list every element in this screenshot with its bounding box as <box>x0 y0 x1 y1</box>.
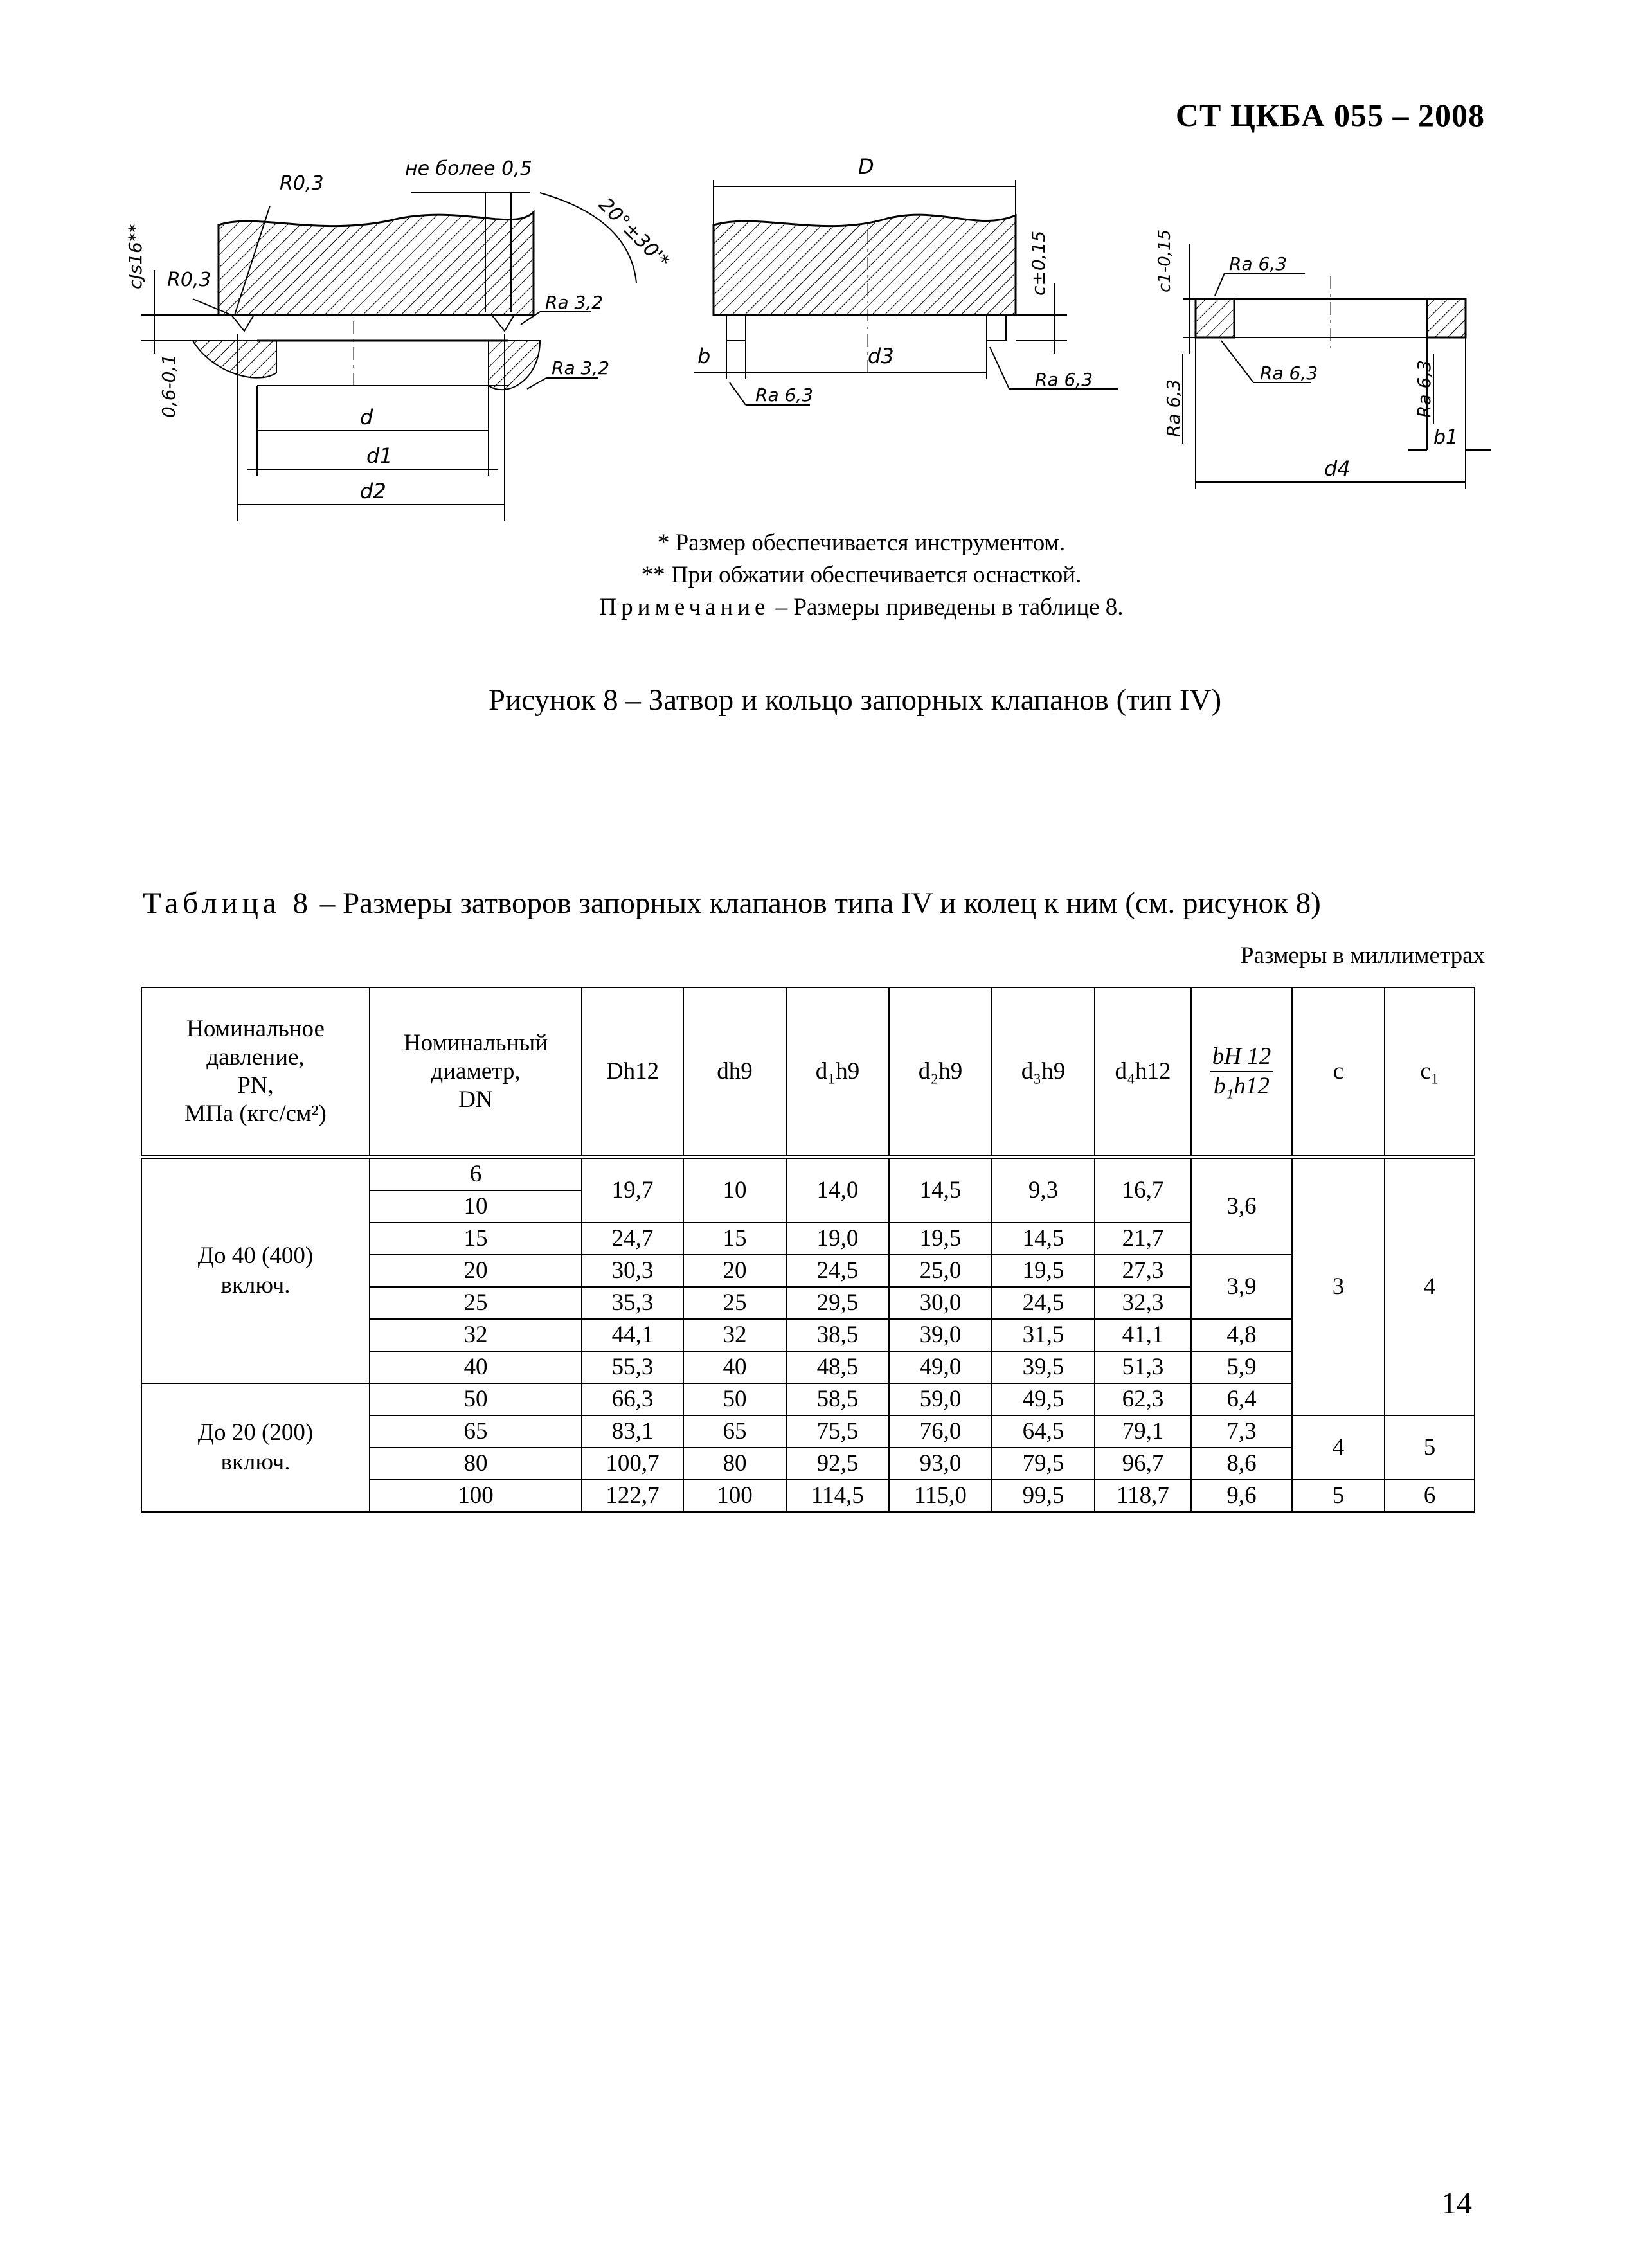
header-b-numerator: bH 12 <box>1210 1043 1273 1072</box>
cell-dn: 25 <box>370 1287 582 1319</box>
cell-b: 5,9 <box>1191 1351 1292 1383</box>
cell-D: 122,7 <box>582 1480 683 1512</box>
header-c1: c₁ <box>1385 987 1475 1157</box>
label-ra32-a: Ra 3,2 <box>545 292 604 313</box>
cell-d4: 118,7 <box>1095 1480 1191 1512</box>
label-ra63-right: Ra 6,3 <box>1414 359 1435 418</box>
table-row <box>141 1383 1475 1415</box>
label-d1: d1 <box>366 444 393 468</box>
cell-d4: 32,3 <box>1095 1287 1191 1319</box>
header-d3h9: d₃h9 <box>992 987 1095 1157</box>
right-view-ring-drawing <box>1155 229 1491 489</box>
cell-d4: 41,1 <box>1095 1319 1191 1351</box>
cell-d4: 51,3 <box>1095 1351 1191 1383</box>
cell-d: 50 <box>683 1383 786 1415</box>
label-b: b <box>697 344 711 368</box>
header-d2h9: d₂h9 <box>889 987 992 1157</box>
cell-d1: 38,5 <box>786 1319 889 1351</box>
table-row <box>141 1157 1475 1190</box>
header-pn-line2: давление, <box>206 1044 305 1070</box>
header-pn-line3: PN, <box>237 1072 274 1099</box>
cell-dn: 100 <box>370 1480 582 1512</box>
header-b-denominator: b₁h12 <box>1214 1073 1270 1099</box>
label-angle: 20°±30'* <box>594 193 674 273</box>
label-d3: d3 <box>868 344 894 368</box>
header-dn-line2: диаметр, <box>431 1058 521 1084</box>
cell-d4: 96,7 <box>1095 1448 1191 1480</box>
cell-d2: 115,0 <box>889 1480 992 1512</box>
cell-d2: 30,0 <box>889 1287 992 1319</box>
cell-d1: 48,5 <box>786 1351 889 1383</box>
cell-d: 25 <box>683 1287 786 1319</box>
cell-b: 3,6 <box>1191 1157 1292 1255</box>
cell-d1: 24,5 <box>786 1255 889 1287</box>
label-ne-bolee: не более 0,5 <box>405 157 532 180</box>
cell-D: 30,3 <box>582 1255 683 1287</box>
drawing-notes <box>0 527 1594 624</box>
label-d2: d2 <box>360 479 386 503</box>
cell-d: 80 <box>683 1448 786 1480</box>
note-tooling: ** При обжатии обеспечивается оснасткой. <box>641 562 1082 588</box>
pn-group-1 <box>141 1157 370 1383</box>
label-ra63-b: Ra 6,3 <box>1035 369 1093 390</box>
cell-D: 35,3 <box>582 1287 683 1319</box>
cell-c: 4 <box>1292 1415 1385 1480</box>
cell-d3: 14,5 <box>992 1223 1095 1255</box>
units-note: Размеры в миллиметрах <box>1240 942 1485 969</box>
header-c: c <box>1292 987 1385 1157</box>
note-instrument: * Размер обеспечивается инструментом. <box>657 530 1066 556</box>
cell-dn: 10 <box>370 1190 582 1223</box>
cell-d2: 25,0 <box>889 1255 992 1287</box>
cell-dn: 65 <box>370 1415 582 1448</box>
label-ra63-top: Ra 6,3 <box>1229 253 1288 274</box>
cell-D: 19,7 <box>582 1157 683 1223</box>
cell-d3: 39,5 <box>992 1351 1095 1383</box>
cell-d1: 58,5 <box>786 1383 889 1415</box>
cell-d3: 9,3 <box>992 1157 1095 1223</box>
header-d1h9: d₁h9 <box>786 987 889 1157</box>
header-b-fraction <box>1210 1043 1273 1101</box>
middle-view-disc-drawing <box>694 154 1118 406</box>
label-ra63-mid: Ra 6,3 <box>1260 363 1318 384</box>
cell-c: 5 <box>1292 1480 1385 1512</box>
document-code-header: СТ ЦКБА 055 – 2008 <box>1175 97 1485 133</box>
cell-d3: 31,5 <box>992 1319 1095 1351</box>
header-dn-line1: Номинальный <box>403 1030 548 1056</box>
cell-d: 65 <box>683 1415 786 1448</box>
technical-drawing <box>125 141 1530 540</box>
header-dn-line3: DN <box>458 1086 493 1113</box>
cell-d2: 14,5 <box>889 1157 992 1223</box>
cell-c1: 5 <box>1385 1415 1475 1480</box>
pn-group-2 <box>141 1383 370 1512</box>
cell-d2: 39,0 <box>889 1319 992 1351</box>
cell-d: 15 <box>683 1223 786 1255</box>
label-D: D <box>858 154 874 179</box>
header-dh9: dh9 <box>683 987 786 1157</box>
cell-d: 10 <box>683 1157 786 1223</box>
cell-d3: 24,5 <box>992 1287 1095 1319</box>
cell-d2: 59,0 <box>889 1383 992 1415</box>
note-text: – Размеры приведены в таблице 8. <box>769 594 1124 620</box>
cell-d: 100 <box>683 1480 786 1512</box>
cell-d: 40 <box>683 1351 786 1383</box>
label-ra63-left: Ra 6,3 <box>1163 379 1184 437</box>
cell-d1: 29,5 <box>786 1287 889 1319</box>
label-ra63-a: Ra 6,3 <box>755 384 814 406</box>
cell-d: 20 <box>683 1255 786 1287</box>
cell-d2: 93,0 <box>889 1448 992 1480</box>
label-c015: c±0,15 <box>1028 230 1049 296</box>
cell-d4: 62,3 <box>1095 1383 1191 1415</box>
label-c1: c1-0,15 <box>1155 229 1174 292</box>
label-d4: d4 <box>1324 456 1351 481</box>
cell-b: 7,3 <box>1191 1415 1292 1448</box>
cell-d3: 99,5 <box>992 1480 1095 1512</box>
cell-d1: 14,0 <box>786 1157 889 1223</box>
header-Dh12: Dh12 <box>582 987 683 1157</box>
label-ra32-b: Ra 3,2 <box>552 357 610 379</box>
page-number: 14 <box>1441 2186 1472 2220</box>
cell-d2: 49,0 <box>889 1351 992 1383</box>
header-b <box>1191 987 1292 1157</box>
cell-d1: 92,5 <box>786 1448 889 1480</box>
note-label: Примечание <box>599 594 770 620</box>
header-pn-line4: МПа (кгс/см²) <box>184 1101 327 1127</box>
cell-dn: 50 <box>370 1383 582 1415</box>
pn-group-2-line1: До 20 (200) <box>197 1419 314 1446</box>
cell-c: 3 <box>1292 1157 1385 1415</box>
cell-d4: 27,3 <box>1095 1255 1191 1287</box>
pn-group-1-line1: До 40 (400) <box>197 1243 314 1269</box>
label-r03-left: R0,3 <box>167 269 211 291</box>
label-r03-top: R0,3 <box>280 172 324 195</box>
cell-D: 24,7 <box>582 1223 683 1255</box>
figure-caption: Рисунок 8 – Затвор и кольцо запорных клапанов (тип IV) <box>488 683 1222 717</box>
pn-group-1-line2: включ. <box>220 1272 291 1298</box>
cell-D: 100,7 <box>582 1448 683 1480</box>
cell-b: 6,4 <box>1191 1383 1292 1415</box>
cell-d2: 19,5 <box>889 1223 992 1255</box>
header-d4h12: d₄h12 <box>1095 987 1191 1157</box>
cell-c1: 4 <box>1385 1157 1475 1415</box>
cell-dn: 40 <box>370 1351 582 1383</box>
cell-b: 4,8 <box>1191 1319 1292 1351</box>
table-title-text: – Размеры затворов запорных клапанов типа IV и колец к ним (см. рисунок 8) <box>312 886 1321 920</box>
header-pn-line1: Номинальное <box>186 1016 325 1042</box>
table-title <box>143 886 1321 921</box>
note-table-reference <box>129 591 1594 624</box>
cell-dn: 6 <box>370 1157 582 1190</box>
cell-D: 44,1 <box>582 1319 683 1351</box>
cell-dn: 80 <box>370 1448 582 1480</box>
header-dn <box>370 987 582 1157</box>
cell-b: 9,6 <box>1191 1480 1292 1512</box>
cell-D: 83,1 <box>582 1415 683 1448</box>
cell-b: 3,9 <box>1191 1255 1292 1319</box>
label-06: 0,6-0,1 <box>158 354 179 418</box>
cell-dn: 20 <box>370 1255 582 1287</box>
cell-dn: 32 <box>370 1319 582 1351</box>
cell-d1: 75,5 <box>786 1415 889 1448</box>
cell-d4: 21,7 <box>1095 1223 1191 1255</box>
cell-d3: 64,5 <box>992 1415 1095 1448</box>
cell-D: 66,3 <box>582 1383 683 1415</box>
left-view-seat-drawing <box>125 157 674 521</box>
cell-d2: 76,0 <box>889 1415 992 1448</box>
dimensions-table <box>141 987 1475 1513</box>
cell-d3: 79,5 <box>992 1448 1095 1480</box>
cell-D: 55,3 <box>582 1351 683 1383</box>
header-pn <box>141 987 370 1157</box>
cell-c1: 6 <box>1385 1480 1475 1512</box>
table-title-label: Таблица 8 <box>143 886 313 920</box>
pn-group-2-line2: включ. <box>220 1449 291 1475</box>
label-d: d <box>360 405 373 429</box>
cell-d1: 114,5 <box>786 1480 889 1512</box>
label-cjs16: cJs16** <box>125 224 146 289</box>
cell-d4: 79,1 <box>1095 1415 1191 1448</box>
cell-d3: 49,5 <box>992 1383 1095 1415</box>
label-b1: b1 <box>1433 426 1459 449</box>
cell-dn: 15 <box>370 1223 582 1255</box>
cell-d4: 16,7 <box>1095 1157 1191 1223</box>
cell-d1: 19,0 <box>786 1223 889 1255</box>
cell-b: 8,6 <box>1191 1448 1292 1480</box>
cell-d: 32 <box>683 1319 786 1351</box>
cell-d3: 19,5 <box>992 1255 1095 1287</box>
